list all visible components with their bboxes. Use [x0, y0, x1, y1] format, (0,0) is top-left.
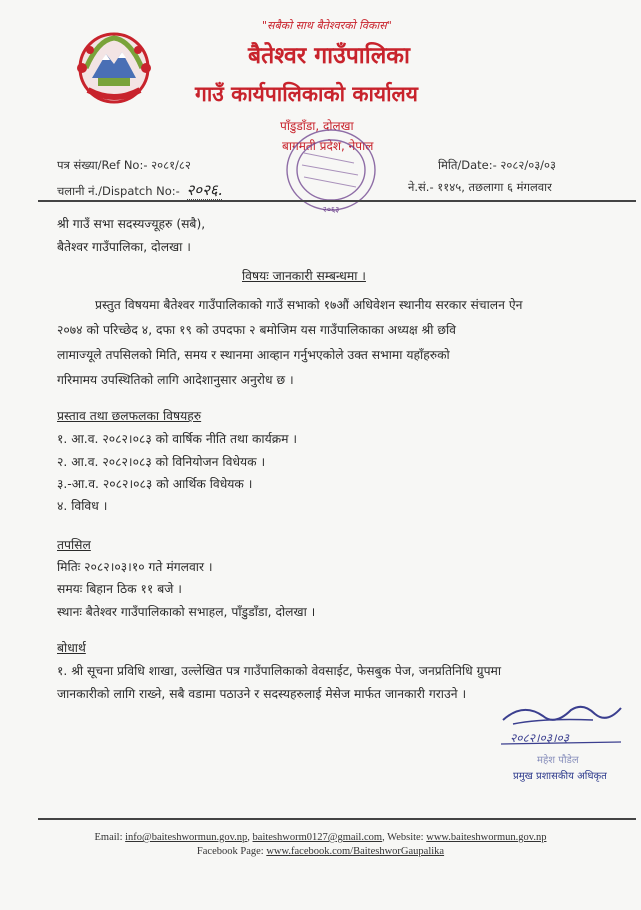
details-heading: तपसिल	[57, 538, 91, 552]
agenda-item-4: ४. विविध ।	[57, 499, 108, 513]
footer-contact-line: Email: info@baiteshwormun.gov.np, baiteshworm0127@gmail.com, Website: www.baiteshwormun.gov.np	[94, 832, 547, 843]
office-title: गाउँ कार्यपालिकाको कार्यालय	[195, 82, 418, 106]
nepal-emblem-logo	[68, 28, 160, 108]
address-line-1: पाँडुडाँडा, दोलखा	[280, 119, 354, 133]
email-label: Email:	[94, 832, 123, 843]
email-link-1[interactable]: info@baiteshwormun.gov.np	[125, 832, 248, 843]
cc-line-1: १. श्री सूचना प्रविधि शाखा, उल्लेखित पत्र गाउँपालिकाको वेवसाईट, फेसबुक पेज, जनप्रतिनिधि ग्रुपमा	[57, 664, 502, 678]
footer-facebook-line	[0, 846, 641, 857]
signature-date: २०८२।०३।०३	[510, 731, 570, 745]
details-date: मितिः २०८२।०३।१० गते मंगलवार ।	[57, 560, 213, 574]
facebook-label: Facebook Page:	[196, 846, 264, 857]
body-line-3: लामाज्यूले तपसिलको मिति, समय र स्थानमा आव्हान गर्नुभएकोले उक्त सभामा यहाँहरुको	[57, 348, 450, 362]
municipality-title: बैतेश्वर गाउँपालिका	[248, 43, 410, 69]
recipient-line-2: बैतेश्वर गाउँपालिका, दोलखा ।	[57, 240, 191, 254]
email-link-2[interactable]: baiteshworm0127@gmail.com	[252, 832, 383, 843]
website-label: Website:	[387, 832, 424, 843]
motto: "सबैको साथ बैतेश्वरको विकास"	[262, 19, 392, 32]
facebook-link[interactable]: www.facebook.com/BaiteshworGaupalika	[266, 846, 445, 857]
stamp-number: २०६३	[322, 205, 340, 214]
header-divider	[38, 200, 636, 202]
website-link[interactable]: www.baiteshwormun.gov.np	[426, 832, 547, 843]
dispatch-number-value: २०२६.	[186, 181, 223, 199]
footer-divider	[38, 818, 636, 820]
agenda-heading: प्रस्ताव तथा छलफलका विषयहरु	[57, 409, 202, 423]
recipient-line-1: श्री गाउँ सभा सदस्यज्यूहरु (सबै),	[57, 217, 206, 231]
body-line-4: गरिमामय उपस्थितिको लागि आदेशानुसार अनुरोध छ ।	[57, 373, 294, 387]
signatory-title: प्रमुख प्रशासकीय अधिकृत	[513, 771, 607, 782]
address-line-2: बागमती प्रदेश, नेपाल	[282, 139, 374, 153]
nepal-sambat-date: ने.सं.- ११४५, तछलागा ६ मंगलवार	[408, 180, 552, 194]
signatory-name: महेश पौडेल	[537, 755, 579, 766]
body-line-1: प्रस्तुत विषयमा बैतेश्वर गाउँपालिकाको गाउँ सभाको १७औं अधिवेशन स्थानीय सरकार संचालन ऐन	[95, 298, 523, 312]
subject-line: विषयः जानकारी सम्बन्धमा ।	[242, 269, 366, 283]
cc-heading: बोधार्थ	[57, 641, 86, 655]
dispatch-number-label: चलानी नं./Dispatch No:-	[57, 184, 180, 198]
details-place: स्थानः बैतेश्वर गाउँपालिकाको सभाहल, पाँडुडाँडा, दोलखा ।	[57, 605, 316, 619]
reference-number: पत्र संख्या/Ref No:- २०८१/८२	[57, 158, 191, 172]
details-time: समयः बिहान ठिक ११ बजे ।	[57, 582, 182, 596]
agenda-item-1: १. आ.व. २०८२।०८३ को वार्षिक नीति तथा कार्यक्रम ।	[57, 432, 298, 446]
cc-line-2: जानकारीको लागि राख्ने, सबै वडामा पठाउने र सदस्यहरुलाई मेसेज मार्फत जानकारी गराउने ।	[57, 687, 467, 701]
body-line-2: २०७४ को परिच्छेद ४, दफा १९ को उपदफा २ बमोजिम यस गाउँपालिकाका अध्यक्ष श्री छवि	[57, 323, 456, 337]
letter-date: मिति/Date:- २०८२/०३/०३	[438, 158, 557, 172]
dispatch-number	[57, 180, 222, 200]
agenda-item-3: ३.-आ.व. २०८२।०८३ को आर्थिक विधेयक ।	[57, 477, 253, 491]
official-stamp	[282, 125, 380, 217]
agenda-item-2: २. आ.व. २०८२।०८३ को विनियोजन विधेयक ।	[57, 455, 266, 469]
